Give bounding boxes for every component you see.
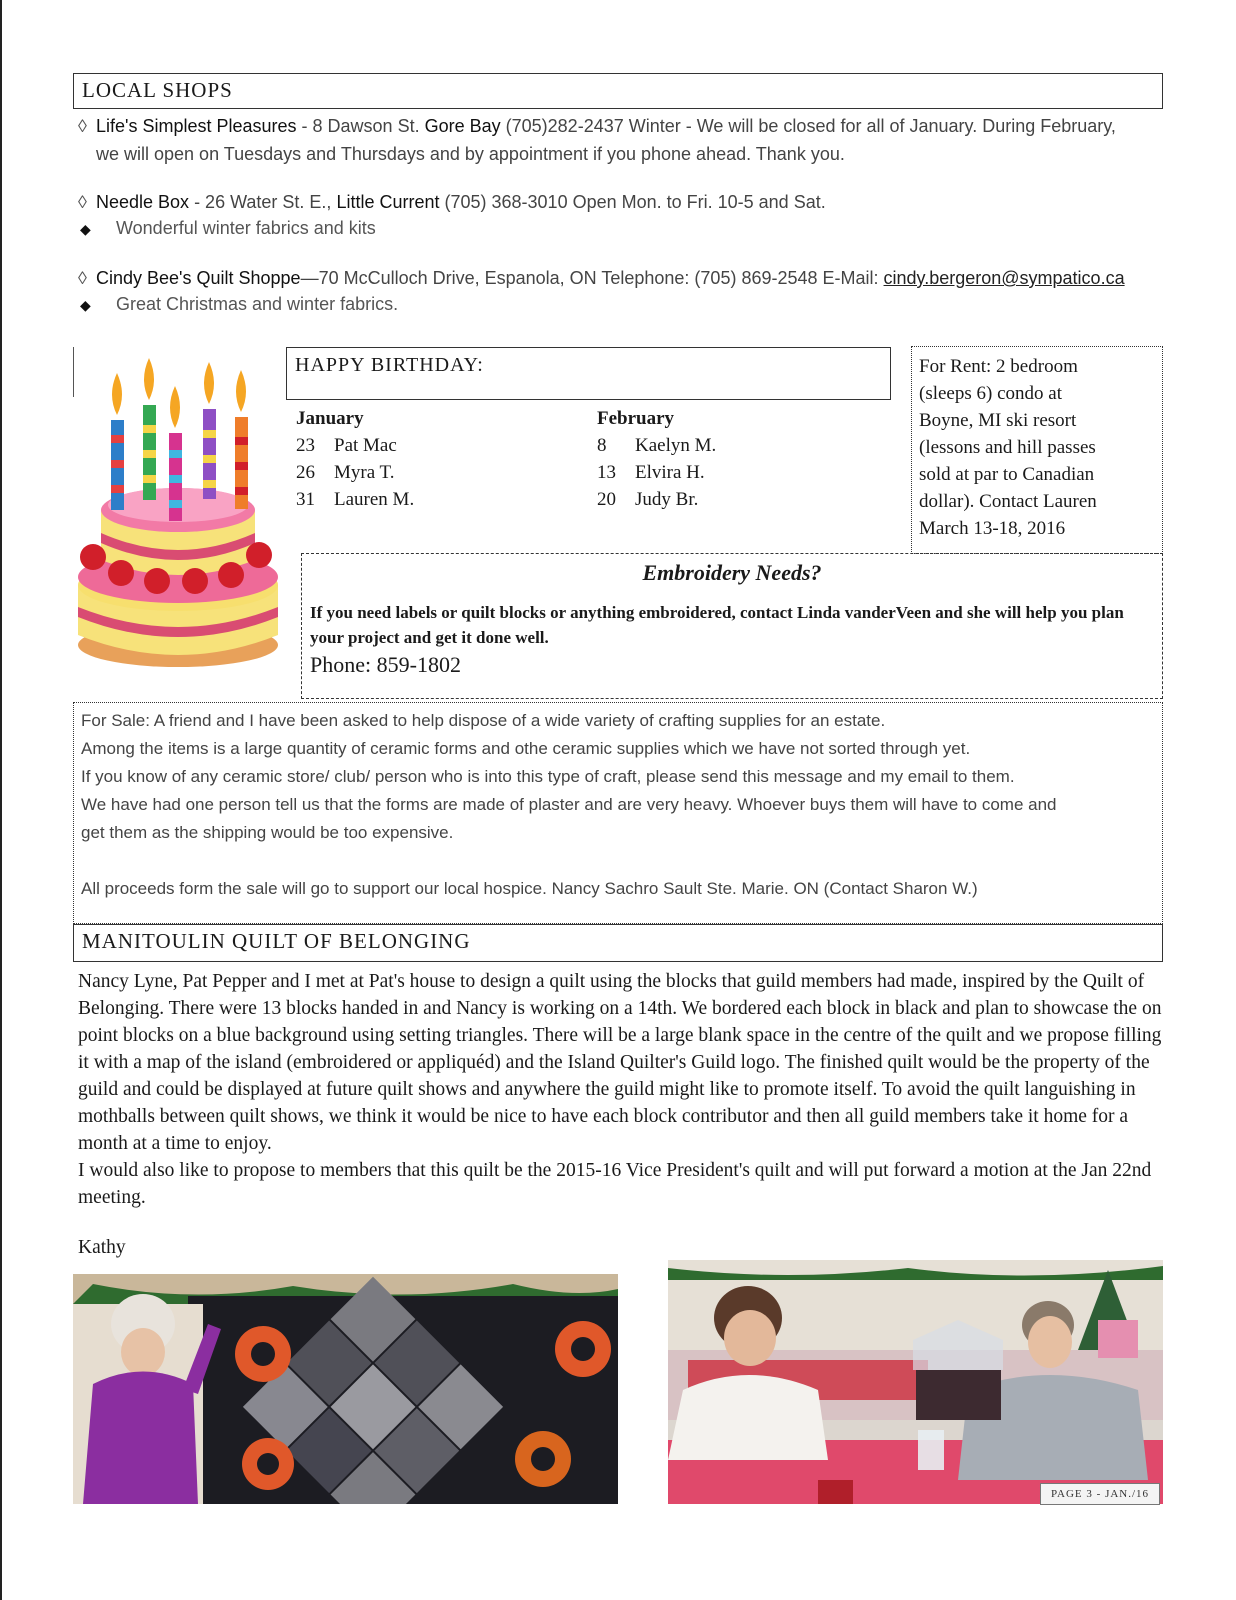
birthday-list-february bbox=[597, 405, 716, 513]
quilt-of-belonging-heading: MANITOULIN QUILT OF BELONGING bbox=[73, 924, 1163, 962]
sale-line: get them as the shipping would be too expensive. bbox=[81, 823, 454, 842]
local-shops-heading: LOCAL SHOPS bbox=[73, 73, 1163, 109]
for-rent-notice: For Rent: 2 bedroom (sleeps 6) condo at Boyne, MI ski resort (lessons and hill passes sold at par to Canadian dollar). Contact Lauren March 13-18, 2016 bbox=[911, 346, 1163, 554]
solid-diamond-bullet-icon: ◆ bbox=[80, 297, 91, 313]
embroidery-title: Embroidery Needs? bbox=[642, 560, 822, 585]
shop-details: (705) 368-3010 Open Mon. to Fri. 10-5 and Sat. bbox=[439, 192, 826, 212]
solid-diamond-bullet-icon: ◆ bbox=[80, 221, 91, 237]
embroidery-body: If you need labels or quilt blocks or anything embroidered, contact Linda vanderVeen and she will help you plan your project and get it done well. bbox=[310, 603, 1124, 647]
article-paragraph: I would also like to propose to members that this quilt be the 2015-16 Vice President's quilt and will put forward a motion at the Jan 22nd meeting. bbox=[78, 1160, 1152, 1208]
embroidery-notice bbox=[301, 553, 1163, 699]
quilt-photo bbox=[73, 1274, 618, 1504]
embroidery-phone: Phone: 859-1802 bbox=[310, 652, 461, 677]
quilt-article bbox=[78, 968, 1163, 1211]
diamond-bullet-icon: ◊ bbox=[78, 192, 87, 212]
list-item: 13 Elvira H. bbox=[597, 462, 705, 483]
shop-name: Cindy Bee's Quilt Shoppe bbox=[96, 268, 301, 288]
month-label: February bbox=[597, 408, 675, 429]
shop-name: Needle Box bbox=[96, 192, 190, 212]
diamond-bullet-icon: ◊ bbox=[78, 268, 87, 288]
shop-details-continued: we will open on Tuesdays and Thursdays and by appointment if you phone ahead. Thank you. bbox=[96, 144, 845, 164]
for-sale-notice bbox=[73, 702, 1163, 924]
diamond-bullet-icon: ◊ bbox=[78, 116, 87, 136]
article-paragraph: Nancy Lyne, Pat Pepper and I met at Pat's house to design a quilt using the blocks that guild members had made, inspired by the Quilt of Belonging. There were 13 blocks handed in and Nancy is working on a 14th. We bordered each block in black and plan to showcase the on point blocks on a blue background using setting triangles. There will be a large blank space in the centre of the quilt and we propose filling it with a map of the island (embroidered or appliquéd) and the Island Quilter's Guild logo. The finished quilt would be the property of the guild and could be displayed at future quilt shows and anywhere the guild might like to promote itself. To avoid the quilt languishing in mothballs between quilt shows, we think it would be nice to have each block contributor and then all guild members take it home for a month at a time to enjoy. bbox=[78, 971, 1162, 1154]
shop-details: (705)282-2437 Winter - We will be closed for all of January. During February, bbox=[500, 116, 1116, 136]
shop-note-cindy-bees bbox=[80, 294, 398, 315]
list-item: 20 Judy Br. bbox=[597, 489, 699, 510]
list-item: 8 Kaelyn M. bbox=[597, 435, 717, 456]
list-item: 23 Pat Mac bbox=[296, 435, 397, 456]
birthday-cake-image bbox=[73, 345, 283, 685]
shop-town: Little Current bbox=[336, 192, 440, 212]
page-number-label: PAGE 3 - JAN./16 bbox=[1040, 1483, 1160, 1505]
shop-note-text: Great Christmas and winter fabrics. bbox=[116, 294, 399, 314]
happy-birthday-heading: HAPPY BIRTHDAY: bbox=[286, 347, 891, 400]
shop-entry-needle-box bbox=[78, 188, 1163, 216]
month-label: January bbox=[296, 408, 364, 429]
shop-entry-lifes-simplest-pleasures bbox=[78, 112, 1163, 168]
shop-entry-cindy-bees bbox=[78, 264, 1163, 292]
list-item: 31 Lauren M. bbox=[296, 489, 415, 510]
shop-note-text: Wonderful winter fabrics and kits bbox=[116, 218, 376, 238]
email-link[interactable]: cindy.bergeron@sympatico.ca bbox=[883, 268, 1125, 288]
shop-town: Gore Bay bbox=[424, 116, 501, 136]
guild-members-photo bbox=[668, 1260, 1163, 1504]
shop-name: Life's Simplest Pleasures bbox=[96, 116, 297, 136]
sale-line: For Sale: A friend and I have been asked to help dispose of a wide variety of crafting supplies for an estate. bbox=[81, 711, 886, 730]
article-signature: Kathy bbox=[78, 1237, 126, 1258]
sale-line: We have had one person tell us that the forms are made of plaster and are very heavy. Whoever buys them will have to come and bbox=[81, 795, 1057, 814]
shop-address: - 8 Dawson St. bbox=[296, 116, 425, 136]
sale-line: If you know of any ceramic store/ club/ person who is into this type of craft, please send this message and my email to them. bbox=[81, 767, 1015, 786]
page-left-border bbox=[0, 0, 2, 1600]
sale-closing: All proceeds form the sale will go to support our local hospice. Nancy Sachro Sault Ste. Marie. ON (Contact Sharon W.) bbox=[81, 879, 978, 898]
shop-note-needle-box bbox=[80, 218, 376, 239]
birthday-list-january bbox=[296, 405, 414, 513]
list-item: 26 Myra T. bbox=[296, 462, 395, 483]
shop-address: - 26 Water St. E., bbox=[189, 192, 337, 212]
sale-line: Among the items is a large quantity of ceramic forms and othe ceramic supplies which we have not sorted through yet. bbox=[81, 739, 971, 758]
shop-details: —70 McCulloch Drive, Espanola, ON Telephone: (705) 869-2548 E-Mail: bbox=[300, 268, 884, 288]
